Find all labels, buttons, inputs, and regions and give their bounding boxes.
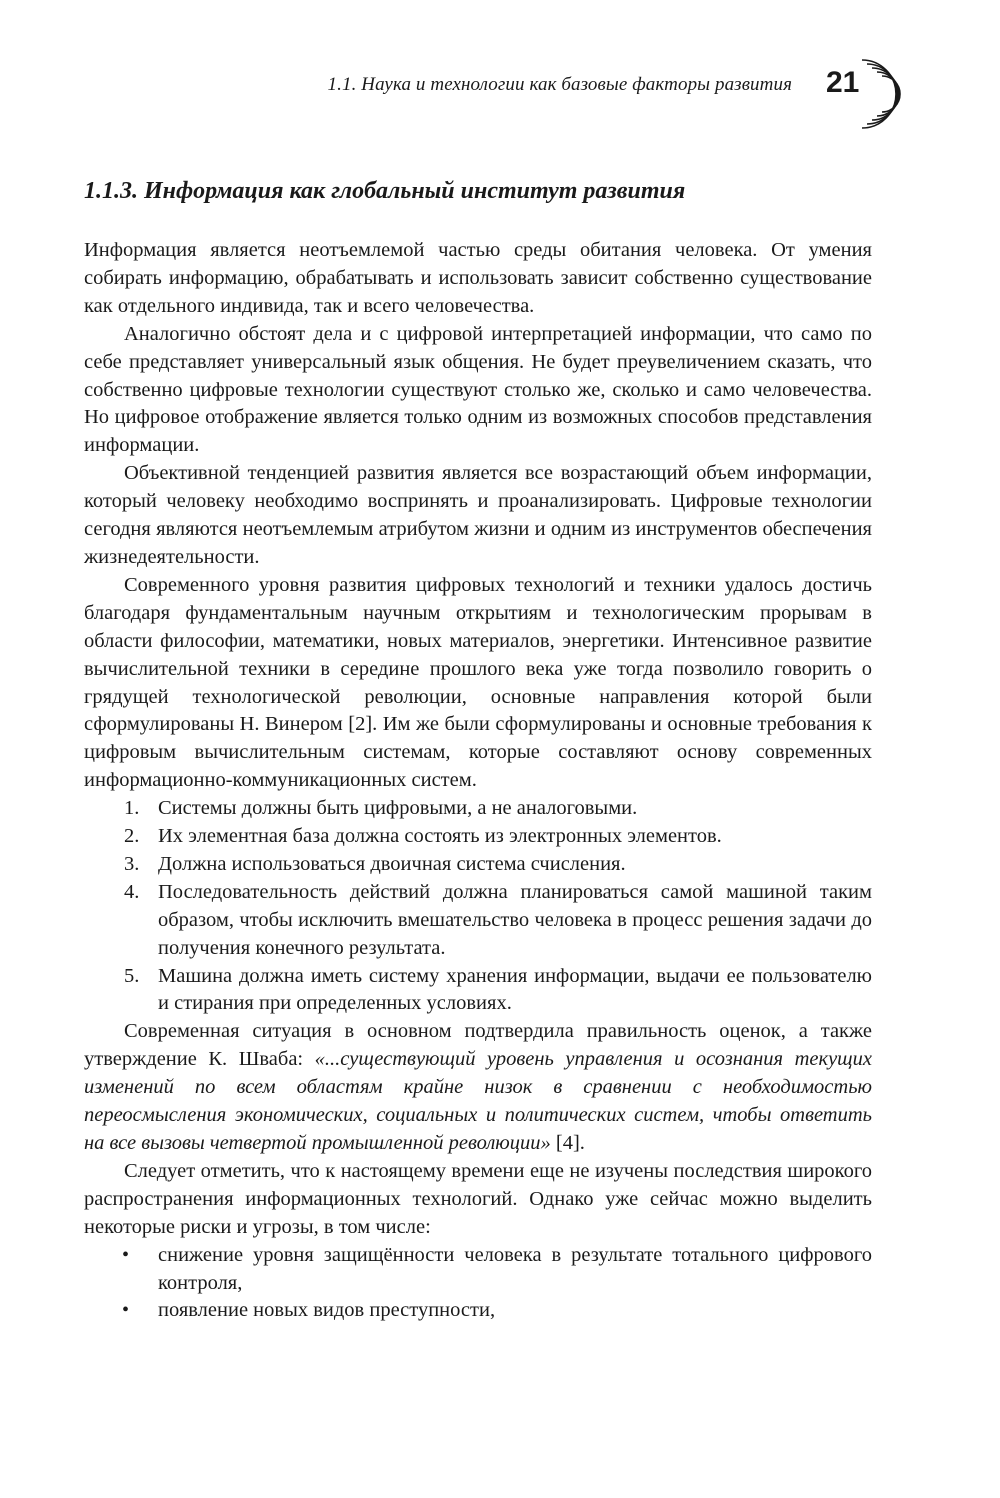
paragraph-6: Следует отметить, что к настоящему времени еще не изучены последствия широкого распространения информационных технологий. Однако уже сейчас можно выделить некоторые риски и угрозы, в том числе: — [84, 1159, 872, 1238]
bullet-icon: • — [122, 1299, 130, 1322]
paragraph-4: Современного уровня развития цифровых технологий и техники удалось достичь благодаря фундаментальным научным открытиям и технологическим прорывам в области философии, математики, новых материалов, энергетики. Интенсивное развитие вычислительной техники в середине прошлого века уже тогда позволило говорить о грядущей технологической революции, основные направления которой были сформулированы Н. Винером [2]. Им же были сформулированы и основные требования к цифровым вычислительным системам, которые составляют основу современных информационно-коммуникационных систем. — [84, 573, 872, 792]
body-text — [84, 237, 872, 1325]
list-item: 3. Должна использоваться двоичная система счисления. — [124, 852, 626, 875]
page-header — [0, 66, 1000, 132]
list-item: 4. Последовательность действий должна планироваться самой машиной таким образом, чтобы исключить вмешательство человека в процесс решения задачи до получения конечного результата. — [124, 880, 872, 959]
list-item: 5. Машина должна иметь систему хранения информации, выдачи ее пользователю и стирания при определенных условиях. — [124, 964, 872, 1015]
list-item: 2. Их элементная база должна состоять из электронных элементов. — [124, 825, 722, 848]
list-item: • снижение уровня защищённости человека в результате тотального цифрового контроля, — [122, 1243, 872, 1294]
schwab-quote: «...существующий уровень управления и осознания текущих изменений по всем областям крайне низок в сравнении с необходимостью переосмысления экономических, социальных и политических систем, чтобы ответить на все вызовы четвертой промышленной революции» — [84, 1048, 873, 1154]
paragraph-2: Аналогично обстоят дела и с цифровой интерпретацией информации, что само по себе представляет универсальный язык общения. Не будет преувеличением сказать, что собственно цифровые технологии существуют столько же, сколько и само человечества. Но цифровое отображение является только одним из возможных способов представления информации. — [84, 322, 872, 457]
section-title: 1.1.3. Информация как глобальный институт развития — [84, 178, 686, 204]
requirements-list — [84, 795, 872, 1018]
bullet-icon: • — [122, 1243, 130, 1266]
list-item: • появление новых видов преступности, — [84, 1297, 872, 1325]
paragraph-5: Современная ситуация в основном подтвердила правильность оценок, а также утверждение К. Шваба: «...существующий уровень управления и осознания текущих изменений по всем областям крайне низок в сравнении с необходимостью переосмысления экономических, социальных и политических систем, чтобы ответить на все вызовы четвертой промышленной революции» [4]. — [84, 1020, 873, 1154]
paragraph-1: Информация является неотъемлемой частью среды обитания человека. От умения собирать информацию, обрабатывать и использовать зависит собственно существование как отдельного индивида, так и всего человечества. — [84, 239, 872, 317]
page-number: 21 — [826, 66, 860, 99]
page-number-arcs-icon — [856, 54, 906, 134]
list-item: 1. Системы должны быть цифровыми, а не аналоговыми. — [124, 797, 638, 820]
risks-list — [84, 1242, 872, 1326]
paragraph-3: Объективной тенденцией развития является все возрастающий объем информации, который человеку необходимо воспринять и проанализировать. Цифровые технологии сегодня являются неотъемлемым атрибутом жизни и одним из инструментов обеспечения жизнедеятельности. — [84, 462, 872, 568]
running-title: 1.1. Наука и технологии как базовые факторы развития — [327, 74, 792, 95]
